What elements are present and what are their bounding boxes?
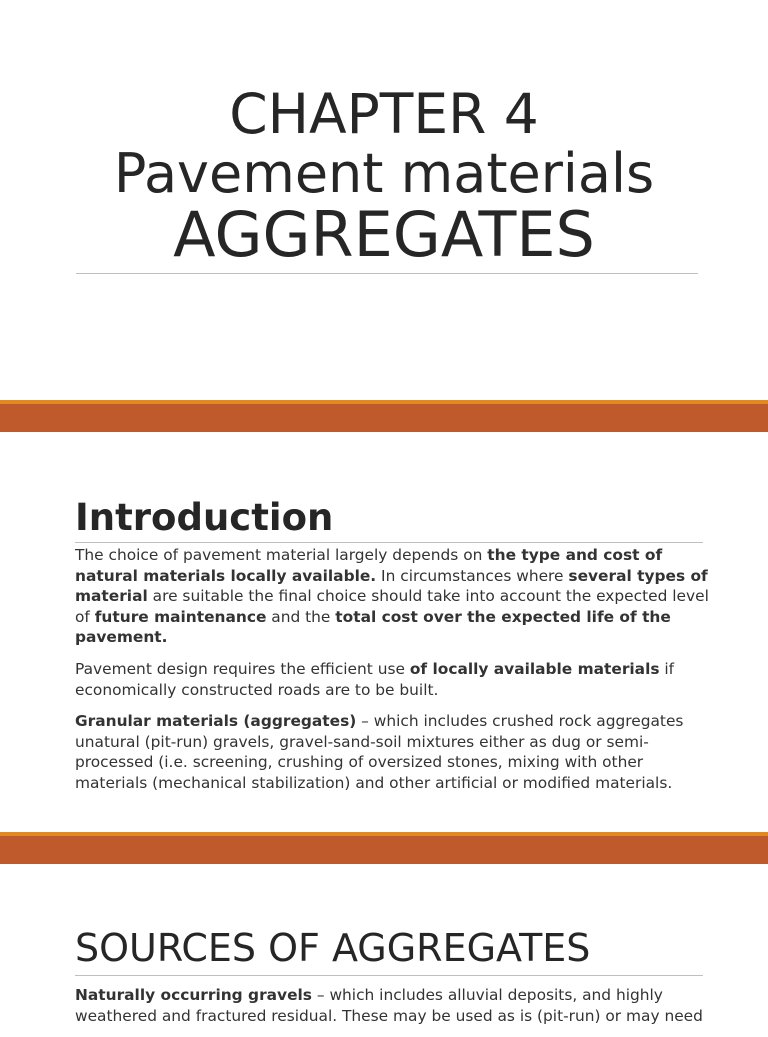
paragraph (75, 985, 715, 1026)
sources-heading: SOURCES OF AGGREGATES (75, 926, 591, 970)
text-run: and the (266, 607, 336, 626)
chapter-topic: AGGREGATES (173, 198, 595, 271)
bold-text-run: Granular materials (aggregates) (75, 712, 357, 731)
bold-text-run: the type and cost of natural materials locally available. (75, 546, 663, 585)
paragraph (75, 545, 715, 648)
text-run: – which includes crushed rock aggregates unatural (pit-run) gravels, gravel-sand-soil mixtures either as dug or semi-processed (i.e. screening, crushing of oversized stones, mixing with other materials (mechanical stabilization) and other artificial or modified materials. (75, 712, 684, 792)
chapter-title: CHAPTER 4 (229, 82, 539, 146)
introduction-body (75, 545, 715, 805)
heading-divider (75, 975, 703, 976)
text-run: – which includes alluvial deposits, and highly weathered and fractured residual. These may be used as is (pit-run) or may need (75, 986, 703, 1025)
slide-sources (0, 864, 768, 1024)
slide-title (0, 0, 768, 400)
text-run: Pavement design requires the efficient use (75, 659, 410, 678)
text-run: if economically constructed roads are to be built. (75, 659, 675, 699)
chapter-subtitle: Pavement materials (113, 142, 655, 205)
bold-text-run: of locally available materials (409, 659, 660, 678)
slide-separator (0, 836, 768, 864)
paragraph (75, 659, 715, 700)
text-run: The choice of pavement material largely depends on (75, 546, 488, 564)
text-run: are suitable the final choice should take into account the expected level of (75, 587, 709, 626)
text-run: In circumstances where (376, 566, 569, 585)
heading-divider (75, 542, 703, 543)
paragraph (75, 711, 715, 793)
bold-text-run: Naturally occurring gravels (75, 986, 312, 1004)
title-divider (76, 273, 698, 274)
bold-text-run: total cost over the expected life of the pavement. (75, 607, 671, 647)
bold-text-run: several types of material (75, 566, 708, 606)
bold-text-run: future maintenance (94, 607, 267, 626)
introduction-heading: Introduction (75, 496, 334, 539)
sources-body (75, 985, 715, 1037)
slide-introduction (0, 432, 768, 832)
slide-separator (0, 404, 768, 432)
